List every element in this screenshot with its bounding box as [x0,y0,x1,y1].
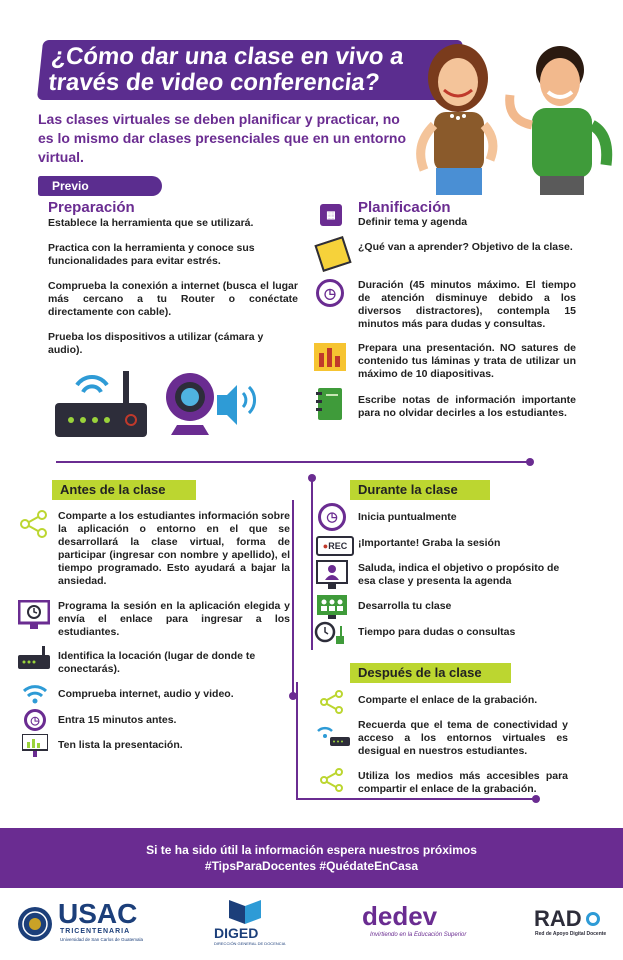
share-icon-3 [320,768,344,792]
clock-icon: ◷ [316,279,344,307]
dedev-logo-sub: Invirtiendo en la Educación Superior [370,932,467,938]
class-grid-icon [316,594,348,620]
planificacion-item-5: Escribe notas de información importante para no olvidar decirles a los estudiantes. [358,394,576,419]
presentation-icon [22,734,48,758]
rad-circle-icon [586,912,600,926]
sticky-note-icon [314,236,351,272]
preparacion-item-2: Practica con la herramienta y conoce sus funcionalidades para evitar estrés. [48,242,255,267]
clock-hand-icon [314,620,348,646]
antes-item-1: Comparte a los estudiantes información sobre la aplicación o entorno en el que se desarrollará la clase virtual, forma de participar (ingresar con nombre y apellido), el tiempo programado. Esto ayudará a bajar la ansiedad. [58,510,290,587]
footer-banner [0,828,623,888]
page-title: ¿Cómo dar una clase en vivo a través de video conferencia? [37,40,463,100]
share-icon-2 [320,690,344,714]
durante-item-3: Saluda, indica el objetivo o propósito de esa clase y presenta la agenda [358,562,560,587]
rad-logo-sub: Red de Apoyo Digital Docente [535,931,607,937]
previo-badge: Previo [38,176,162,196]
preparacion-item-1: Establece la herramienta que se utilizará. [48,217,254,229]
planificacion-item-4: Prepara una presentación. NO satures de contenido tus láminas y trata de utilizar un máximo de 10 diapositivas. [358,342,576,380]
monitor-clock-icon [18,600,50,630]
clock-icon-3: ◷ [318,503,346,531]
divider-dot [526,458,534,466]
dedev-logo-text: dedev [362,901,438,931]
antes-line [292,500,294,695]
antes-item-5: Entra 15 minutos antes. [58,714,177,726]
antes-item-4: Comprueba internet, audio y video. [58,688,234,700]
intro-text: Las clases virtuales se deben planificar y practicar, no es lo mismo dar clases presenciales que en un entorno virtual. [38,111,407,165]
durante-item-1: Inicia puntualmente [358,511,457,523]
durante-item-2: ¡Importante! Graba la sesión [358,537,501,549]
antes-heading: Antes de la clase [52,480,196,500]
despues-item-3: Utiliza los medios más accesibles para compartir el enlace de la grabación. [358,770,568,795]
diged-logo-sub: DIRECCIÓN GENERAL DE DOCENCIA [214,941,286,946]
despues-line [296,682,298,800]
preparacion-item-4: Prueba los dispositivos a utilizar (cámara y audio). [48,331,264,356]
footer-line-2: #TipsParaDocentes #QuédateEnCasa [204,859,419,873]
despues-dot [532,795,540,803]
section-divider [56,461,530,463]
durante-item-5: Tiempo para dudas o consultas [358,626,516,638]
bar-chart-icon [314,343,346,371]
durante-item-4: Desarrolla tu clase [358,600,452,612]
teachers-illustration [400,30,615,195]
wifi-icon [22,683,48,705]
rad-logo-text: RAD [534,906,582,931]
preparacion-item-3: Comprueba la conexión a internet (busca el lugar más cercano a tu Router o conéctate directamente con cable). [48,280,298,318]
durante-dot [308,474,316,482]
durante-line [311,478,313,650]
despues-item-1: Comparte el enlace de la grabación. [358,694,538,706]
despues-heading: Después de la clase [350,663,511,683]
planificacion-item-2: ¿Qué van a aprender? Objetivo de la clase. [358,241,573,253]
calendar-icon: ▦ [320,204,342,226]
planificacion-item-1: Definir tema y agenda [358,216,468,228]
antes-item-2: Programa la sesión en la aplicación elegida y envía el enlace para ingresar a los estudiantes. [58,600,290,638]
devices-illustration [55,365,270,445]
wifi-router-icon [316,725,350,747]
planificacion-item-3: Duración (45 minutos máximo. El tiempo de atención disminuye debido a los diversos distractores), contempla 15 minutos más para dudas y consultas. [358,279,576,330]
rec-icon [316,536,354,556]
despues-item-2: Recuerda que el tema de conectividad y acceso a los entornos virtuales es desigual en nuestros estudiantes. [358,719,568,757]
footer-line-1: Si te ha sido útil la información espera nuestros próximos [146,843,477,857]
clock-icon-2: ◷ [24,709,46,731]
diged-logo-text: DIGED [214,925,259,941]
antes-item-6: Ten lista la presentación. [58,739,183,751]
planificacion-heading: Planificación [358,199,451,216]
usac-logo-sub: TRICENTENARIA [60,928,131,935]
rec-label: REC [328,541,348,551]
usac-logo-sub2: Universidad de San Carlos de Guatemala [60,937,144,942]
rec-dot-icon: ● [322,541,329,551]
durante-heading: Durante la clase [350,480,490,500]
share-icon [20,510,48,538]
router-icon [18,646,50,670]
notebook-icon [316,388,344,420]
preparacion-heading: Preparación [48,199,135,216]
despues-base-line [296,798,536,800]
antes-item-3: Identifica la locación (lugar de donde te conectarás). [58,650,256,675]
usac-seal-logo [16,905,54,943]
usac-logo-text: USAC [58,898,138,929]
teacher-screen-icon [316,560,348,590]
diged-book-logo [225,898,265,924]
